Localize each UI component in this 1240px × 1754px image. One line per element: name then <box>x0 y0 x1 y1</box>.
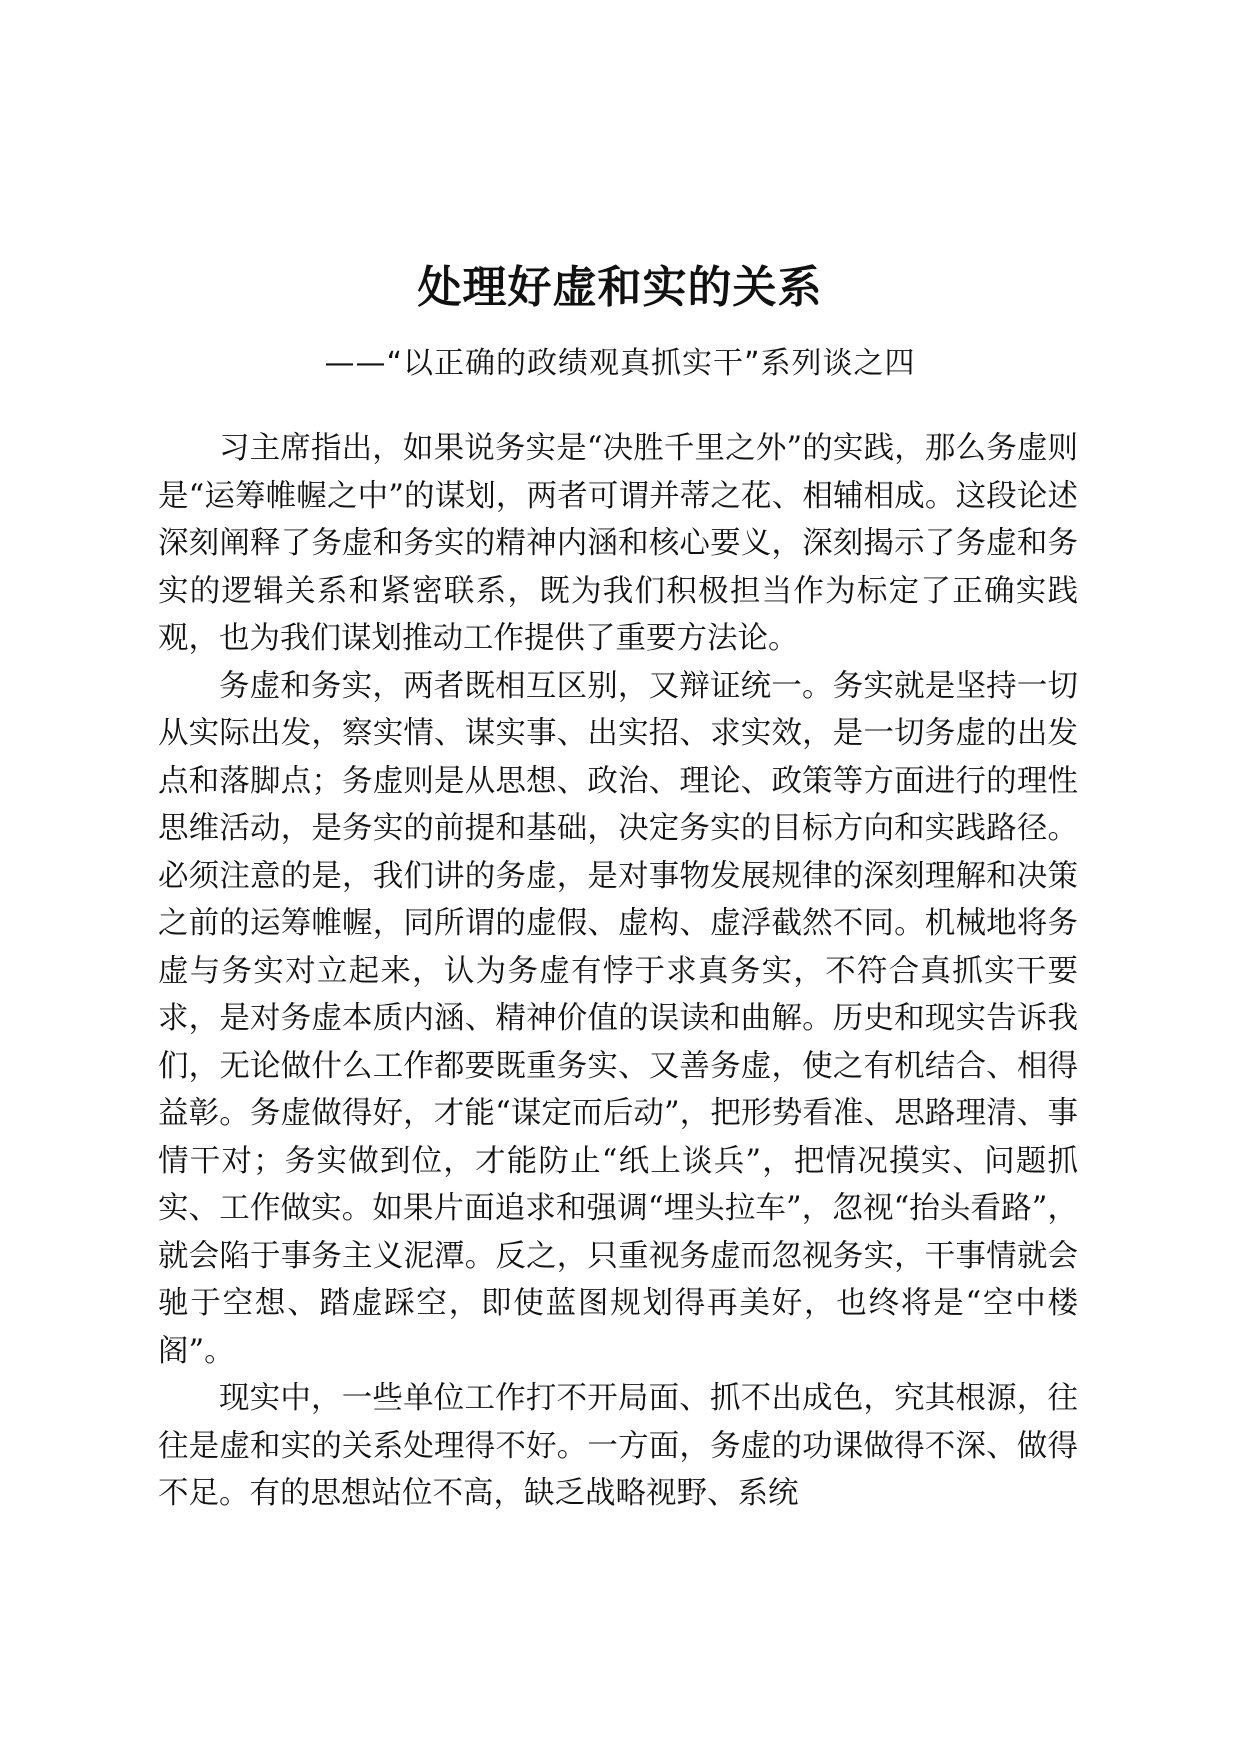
article-body <box>158 425 1078 1518</box>
paragraph-2: 务虚和务实，两者既相互区别，又辩证统一。务实就是坚持一切从实际出发，察实情、谋实事、出实招、求实效，是一切务虚的出发点和落脚点；务虚则是从思想、政治、理论、政策等方面进行的理性思维活动，是务实的前提和基础，决定务实的目标方向和实践路径。必须注意的是，我们讲的务虚，是对事物发展规律的深刻理解和决策之前的运筹帷幄，同所谓的虚假、虚构、虚浮截然不同。机械地将务虚与务实对立起来，认为务虚有悖于求真务实，不符合真抓实干要求，是对务虚本质内涵、精神价值的误读和曲解。历史和现实告诉我们，无论做什么工作都要既重务实、又善务虚，使之有机结合、相得益彰。务虚做得好，才能“谋定而后动”，把形势看准、思路理清、事情干对；务实做到位，才能防止“纸上谈兵”，把情况摸实、问题抓实、工作做实。如果片面追求和强调“埋头拉车”，忽视“抬头看路”，就会陷于事务主义泥潭。反之，只重视务虚而忽视务实，干事情就会驰于空想、踏虚踩空，即使蓝图规划得再美好，也终将是“空中楼阁”。 <box>158 668 1078 1369</box>
paragraph-1: 习主席指出，如果说务实是“决胜千里之外”的实践，那么务虚则是“运筹帷幄之中”的谋划，两者可谓并蒂之花、相辅相成。这段论述深刻阐释了务虚和务实的精神内涵和核心要义，深刻揭示了务虚和务实的逻辑关系和紧密联系，既为我们积极担当作为标定了正确实践观，也为我们谋划推动工作提供了重要方法论。 <box>158 431 1078 656</box>
paragraph-3: 现实中，一些单位工作打不开局面、抓不出成色，究其根源，往往是虚和实的关系处理得不好。一方面，务虚的功课做得不深、做得不足。有的思想站位不高，缺乏战略视野、系统 <box>158 1381 1078 1511</box>
article-title: 处理好虚和实的关系 <box>417 262 823 313</box>
article-subtitle: ——“以正确的政绩观真抓实干”系列谈之四 <box>324 346 916 381</box>
